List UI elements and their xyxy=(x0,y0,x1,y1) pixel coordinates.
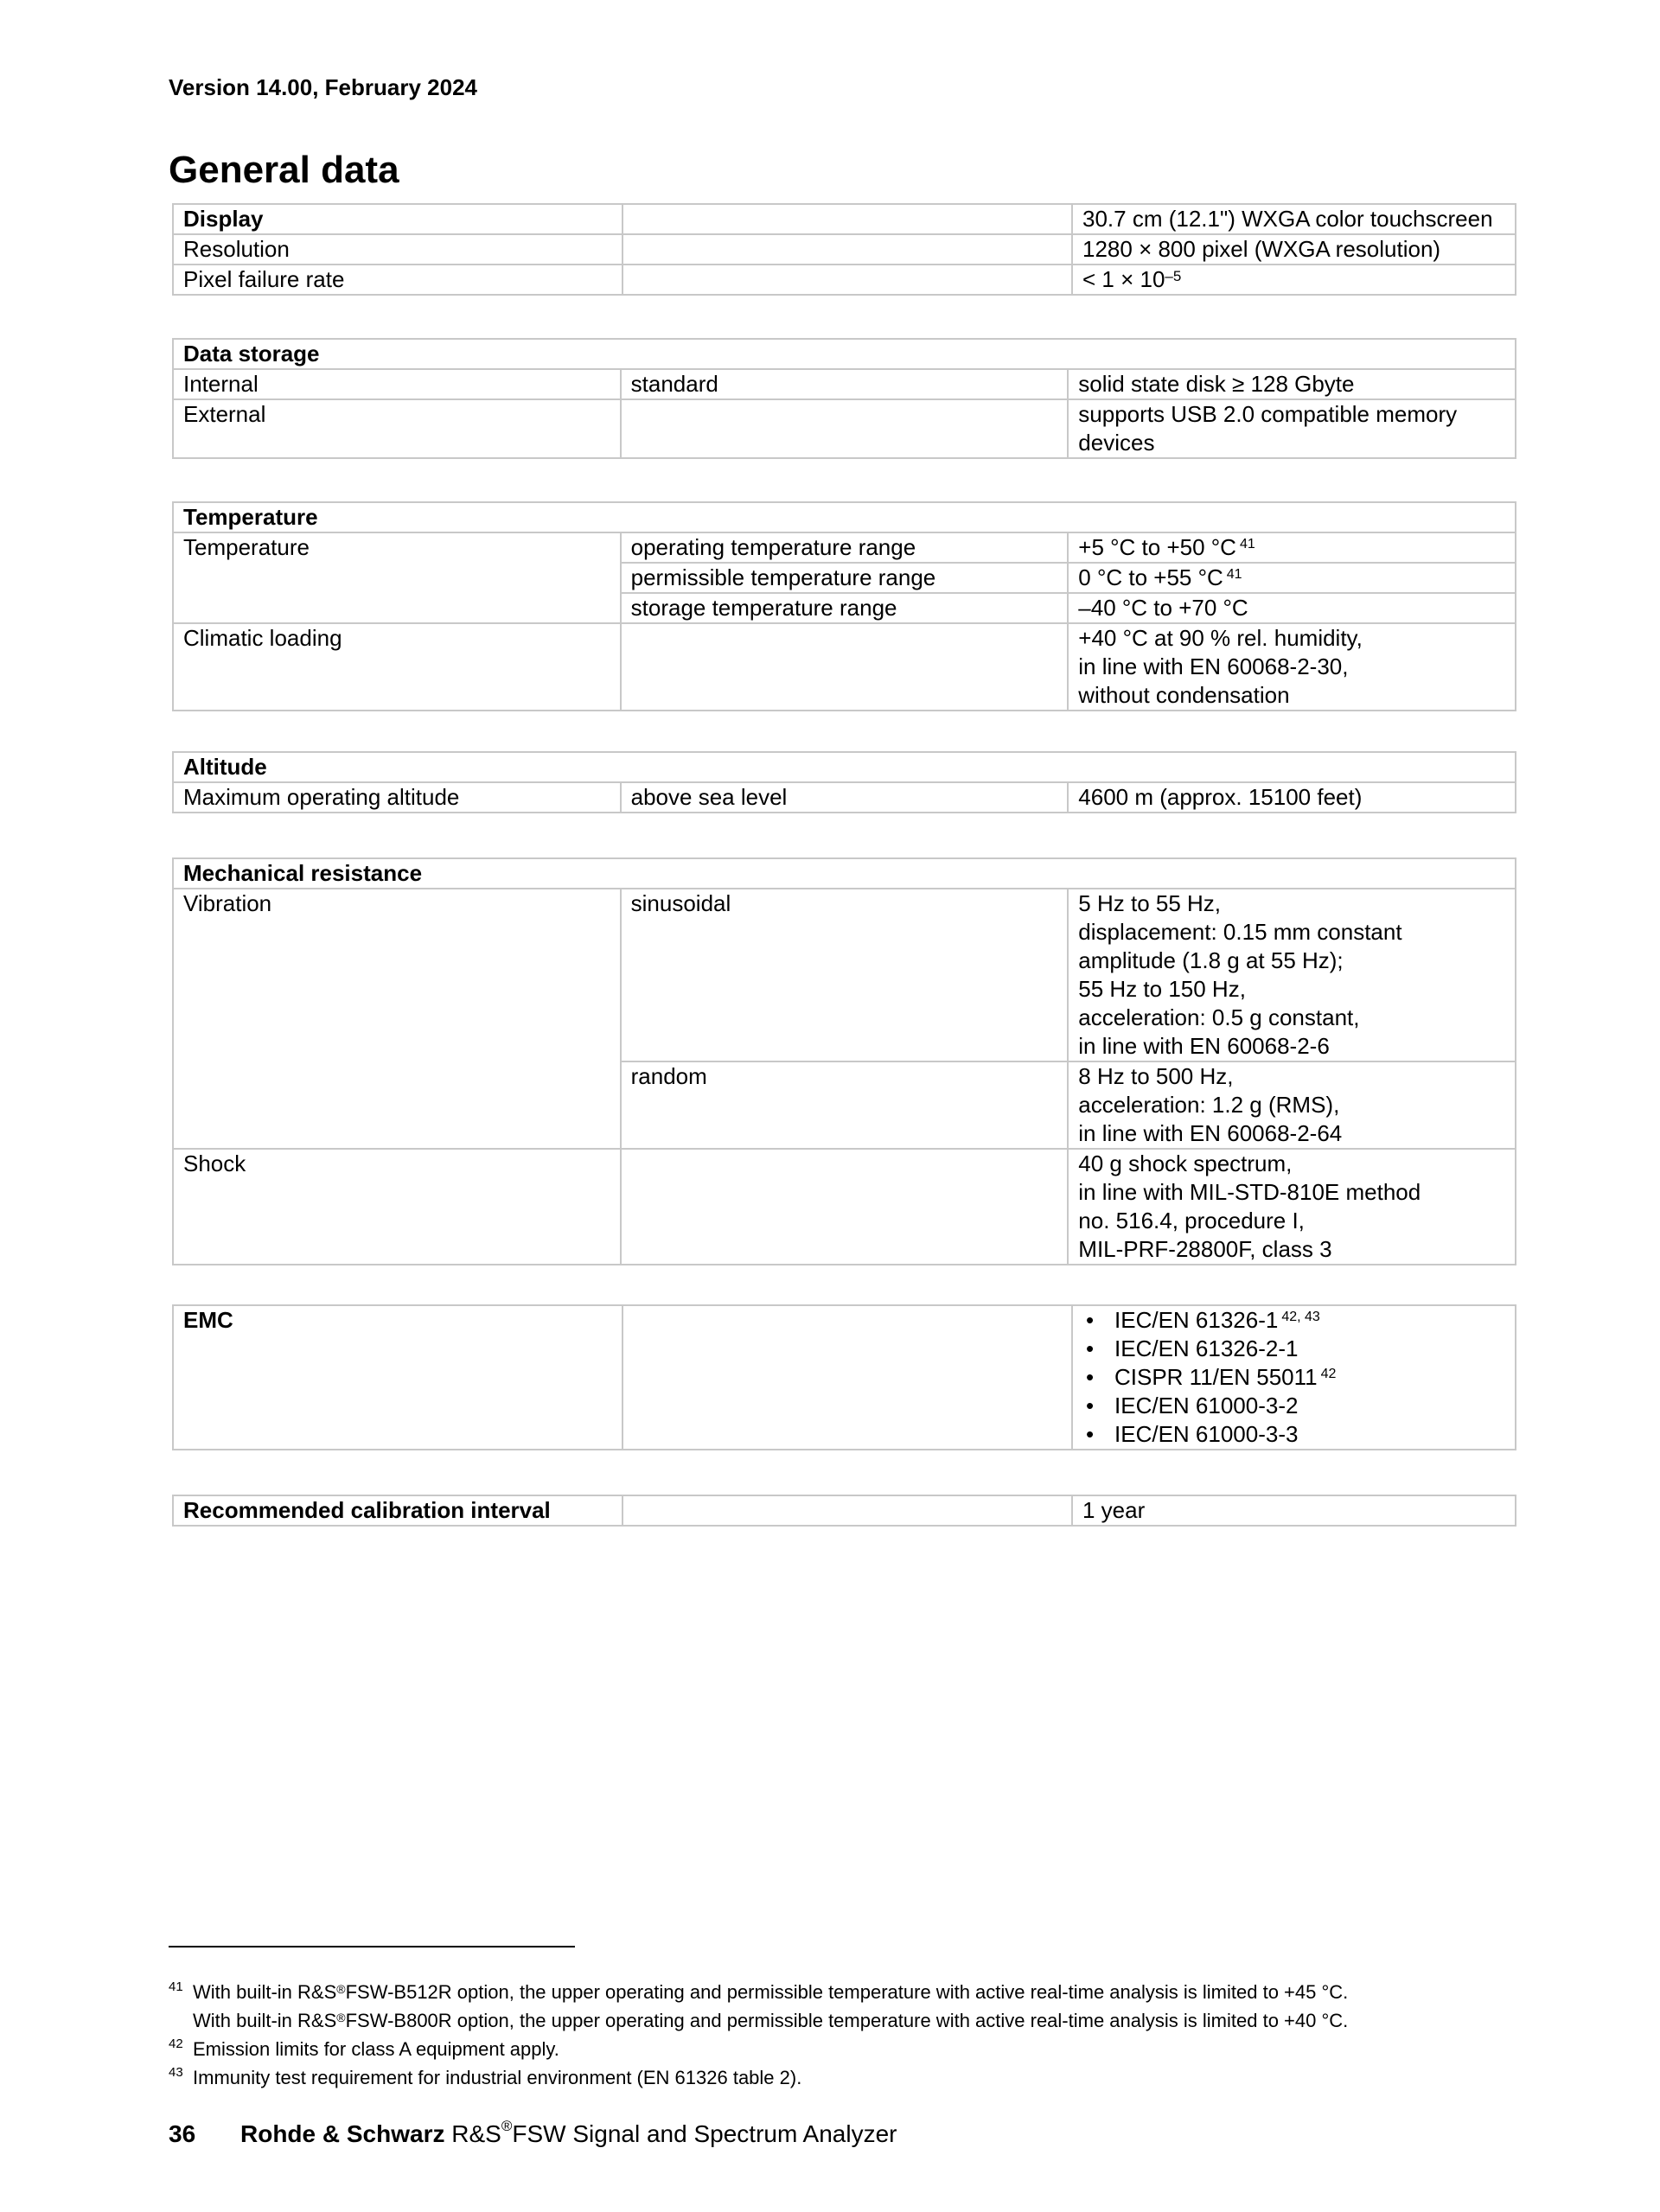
sinusoidal-cond: sinusoidal xyxy=(621,889,1069,1061)
list-item: • CISPR 11/EN 55011 $^{42}$ xyxy=(1082,1363,1505,1392)
footnote-number: 41 xyxy=(169,1979,183,1994)
footnote-number: 42 xyxy=(169,2037,183,2051)
pixel-failure-exponent: –5 xyxy=(1165,268,1182,284)
altitude-value: 4600 m (approx. 15100 feet) xyxy=(1068,782,1516,813)
list-item: • IEC/EN 61000-3-3 xyxy=(1082,1420,1505,1449)
emc-header: EMC xyxy=(173,1305,622,1450)
climatic-cond xyxy=(621,623,1069,711)
data-storage-header: Data storage xyxy=(173,339,1516,369)
display-header-cond xyxy=(622,204,1072,234)
list-item: • IEC/EN 61000-3-2 xyxy=(1082,1392,1505,1420)
resolution-label: Resolution xyxy=(173,234,622,265)
version-line: Version 14.00, February 2024 xyxy=(169,74,477,100)
operating-range-value: +5 °C to +50 °C $^{41}$ xyxy=(1068,532,1516,563)
shock-label: Shock xyxy=(173,1149,621,1265)
list-item: • IEC/EN 61326-1 $^{42, 43}$ xyxy=(1082,1306,1505,1335)
footnote-ref-41: 41 xyxy=(1226,567,1242,582)
footnote-43: 43 Immunity test requirement for industrial environment (EN 61326 table 2). xyxy=(169,2063,1348,2092)
storage-range-value: –40 °C to +70 °C xyxy=(1068,593,1516,623)
external-label: External xyxy=(173,399,621,458)
footnote-divider xyxy=(169,1946,575,1947)
sinusoidal-value: 5 Hz to 55 Hz, displacement: 0.15 mm constant amplitude (1.8 g at 55 Hz); 55 Hz to 150 Hz, acceleration: 0.5 g constant, in line with EN 60068-2-6 xyxy=(1068,889,1516,1061)
footnote-number: 43 xyxy=(169,2065,183,2080)
footnote-42: 42 Emission limits for class A equipment apply. xyxy=(169,2035,1348,2063)
calibration-header: Recommended calibration interval xyxy=(173,1495,622,1526)
random-value: 8 Hz to 500 Hz, acceleration: 1.2 g (RMS), in line with EN 60068-2-64 xyxy=(1068,1061,1516,1149)
permissible-range-value: 0 °C to +55 °C $^{41}$ xyxy=(1068,563,1516,593)
storage-range-cond: storage temperature range xyxy=(621,593,1069,623)
vibration-label: Vibration xyxy=(173,889,621,1149)
pixel-failure-value: < $1 \times 10^{-5}$ xyxy=(1072,265,1516,295)
altitude-label: Maximum operating altitude xyxy=(173,782,621,813)
internal-cond: standard xyxy=(621,369,1069,399)
calibration-value: 1 year xyxy=(1072,1495,1516,1526)
mechanical-header: Mechanical resistance xyxy=(173,858,1516,889)
data-storage-table xyxy=(172,338,1516,459)
page-number: 36 xyxy=(169,2120,196,2147)
resolution-cond xyxy=(622,234,1072,265)
calibration-table xyxy=(172,1495,1516,1527)
external-value: supports USB 2.0 compatible memory devices xyxy=(1068,399,1516,458)
emc-standards xyxy=(1072,1305,1516,1450)
climatic-value: +40 °C at 90 % rel. humidity, in line with EN 60068-2-30, without condensation xyxy=(1068,623,1516,711)
display-table xyxy=(172,203,1516,296)
footnote-ref: 42 xyxy=(1320,1367,1337,1381)
display-header-value: 30.7 cm (12.1") WXGA color touchscreen xyxy=(1072,204,1516,234)
climatic-label: Climatic loading xyxy=(173,623,621,711)
footnote-41: 41 With built-in R&S®FSW-B512R option, the upper operating and permissible temperature with active real-time analysis is limited to +45 °C. xyxy=(169,1978,1348,2006)
footnote-41-line2: With built-in R&S®FSW-B800R option, the upper operating and permissible temperature with active real-time analysis is limited to +40 °C. xyxy=(193,2010,1349,2031)
brand-name: Rohde & Schwarz xyxy=(240,2120,445,2147)
page-title: General data xyxy=(169,149,399,191)
external-cond xyxy=(621,399,1069,458)
shock-cond xyxy=(621,1149,1069,1265)
footnotes xyxy=(169,1978,1348,2092)
emc-standards-list xyxy=(1082,1306,1505,1449)
resolution-value: 1280 × 800 pixel (WXGA resolution) xyxy=(1072,234,1516,265)
shock-value: 40 g shock spectrum, in line with MIL-STD-810E method no. 516.4, procedure I, MIL-PRF-28800F, class 3 xyxy=(1068,1149,1516,1265)
permissible-range-cond: permissible temperature range xyxy=(621,563,1069,593)
footnote-ref: 42, 43 xyxy=(1281,1310,1320,1324)
temperature-table xyxy=(172,501,1516,711)
page-footer xyxy=(169,2120,897,2148)
pixel-failure-cond xyxy=(622,265,1072,295)
temperature-label: Temperature xyxy=(173,532,621,623)
internal-value: solid state disk ≥ 128 Gbyte xyxy=(1068,369,1516,399)
emc-table xyxy=(172,1304,1516,1450)
temperature-header: Temperature xyxy=(173,502,1516,532)
emc-cond xyxy=(622,1305,1072,1450)
altitude-header: Altitude xyxy=(173,752,1516,782)
mechanical-table xyxy=(172,857,1516,1265)
display-header: Display xyxy=(173,204,622,234)
altitude-cond: above sea level xyxy=(621,782,1069,813)
calibration-cond xyxy=(622,1495,1072,1526)
product-name: R&S®FSW Signal and Spectrum Analyzer xyxy=(451,2118,897,2147)
internal-label: Internal xyxy=(173,369,621,399)
footnote-ref-41: 41 xyxy=(1239,537,1255,551)
list-item: • IEC/EN 61326-2-1 xyxy=(1082,1335,1505,1363)
pixel-failure-label: Pixel failure rate xyxy=(173,265,622,295)
operating-range-cond: operating temperature range xyxy=(621,532,1069,563)
random-cond: random xyxy=(621,1061,1069,1149)
altitude-table xyxy=(172,751,1516,813)
